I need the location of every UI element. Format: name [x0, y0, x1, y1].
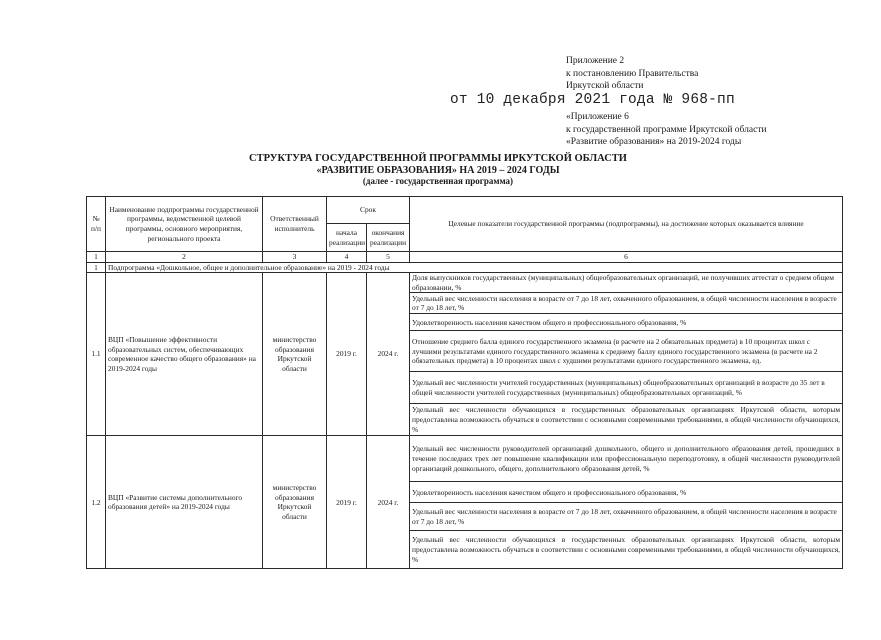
indicator-cell: Отношение среднего балла единого государственного экзамена (в расчете на 2 обязательных предмета) в 10 процентах школ с лучшими результатами единого государственного экзамена к среднему баллу единого государственного экзамена (в расчете на 2 обязательных предмета) в 10 процентах школ с худшими результатами единого государственного экзамена, ед. [410, 331, 843, 372]
header-name: Наименование подпрограммы государственной программы, ведомственной целевой программы, основного мероприятия, регионального проекта [106, 197, 263, 252]
table-row [87, 436, 843, 482]
column-number-row [87, 252, 843, 263]
program-structure-table [86, 196, 843, 569]
row-end: 2024 г. [367, 273, 410, 436]
subprogram-num: 1 [87, 262, 106, 273]
subprogram-title: Подпрограмма «Дошкольное, общее и дополнительное образование» на 2019 - 2024 годы [106, 262, 843, 273]
title-line-2: «РАЗВИТИЕ ОБРАЗОВАНИЯ» НА 2019 – 2024 ГОДЫ [316, 164, 560, 176]
appendix-6-line: к государственной программе Иркутской области [566, 124, 767, 135]
indicator-cell: Удельный вес численности обучающихся в государственных образовательных организациях Иркутской области, которым предоставлена возможность обучаться в соответствии с основными современными требованиями, в общей численности обучающихся, % [410, 404, 843, 436]
row-start: 2019 г. [327, 273, 367, 436]
header-end: окончания реализации [367, 224, 410, 252]
header-num: № п/п [87, 197, 106, 252]
indicator-cell: Удельный вес численности руководителей организаций дошкольного, общего и дополнительного образования детей, прошедших в течение последних трех лет повышение квалификации или профессиональную переподготовку, в общей численности руководителей организаций дошкольного, общего, дополнительного образования детей, % [410, 436, 843, 482]
col-number: 4 [327, 252, 367, 263]
row-executor: министерство образования Иркутской области [263, 436, 327, 569]
col-number: 5 [367, 252, 410, 263]
order-date-number: от 10 декабря 2021 года № 968-пп [450, 92, 735, 108]
indicator-cell: Удельный вес численности учителей государственных (муниципальных) общеобразовательных организаций в возрасте до 35 лет в общей численности учителей государственных (муниципальных) общеобразовательных организаций, % [410, 372, 843, 404]
header-term: Срок [327, 197, 410, 224]
appendix-6-line: «Приложение 6 [566, 112, 629, 122]
header-executor: Ответственный исполнитель [263, 197, 327, 252]
indicator-cell: Удельный вес численности населения в возрасте от 7 до 18 лет, охваченного образованием, в общей численности населения в возрасте от 7 до 18 лет, % [410, 293, 843, 314]
row-num: 1.2 [87, 436, 106, 569]
col-number: 3 [263, 252, 327, 263]
appendix-2-line: Иркутской области [566, 81, 644, 91]
appendix-6-line: «Развитие образования» на 2019-2024 годы [566, 137, 742, 147]
indicator-cell: Удовлетворенность населения качеством общего и профессионального образования, % [410, 482, 843, 503]
table-header-row [87, 197, 843, 224]
row-executor: министерство образования Иркутской области [263, 273, 327, 436]
col-number: 2 [106, 252, 263, 263]
appendix-2-line: к постановлению Правительства [566, 68, 699, 79]
row-end: 2024 г. [367, 436, 410, 569]
indicator-cell: Удельный вес численности обучающихся в государственных образовательных организациях Иркутской области, которым предоставлена возможность обучаться в соответствии с основными современными требованиями, в общей численности обучающихся, % [410, 531, 843, 569]
table-row [87, 273, 843, 293]
col-number: 6 [410, 252, 843, 263]
appendix-2-header [566, 55, 698, 93]
indicator-cell: Удельный вес численности населения в возрасте от 7 до 18 лет, охваченного образованием, в общей численности населения в возрасте от 7 до 18 лет, % [410, 503, 843, 531]
indicator-cell: Доля выпускников государственных (муниципальных) общеобразовательных организаций, не получивших аттестат о среднем общем образовании, % [410, 273, 843, 293]
subprogram-row [87, 262, 843, 273]
header-start: начала реализации [327, 224, 367, 252]
appendix-2-line: Приложение 2 [566, 56, 625, 66]
row-name: ВЦП «Повышение эффективности образовательных систем, обеспечивающих современное качество общего образования» на 2019-2024 годы [106, 273, 263, 436]
indicator-cell: Удовлетворенность населения качеством общего и профессионального образования, % [410, 314, 843, 331]
col-number: 1 [87, 252, 106, 263]
row-start: 2019 г. [327, 436, 367, 569]
title-line-1: СТРУКТУРА ГОСУДАРСТВЕННОЙ ПРОГРАММЫ ИРКУТСКОЙ ОБЛАСТИ [249, 153, 627, 164]
title-line-3: (далее - государственная программа) [362, 176, 514, 186]
row-name: ВЦП «Развитие системы дополнительного образования детей» на 2019-2024 годы [106, 436, 263, 569]
row-num: 1.1 [87, 273, 106, 436]
appendix-6-header [566, 111, 767, 149]
header-indicators: Целевые показатели государственной программы (подпрограммы), на достижение которых оказывается влияние [410, 197, 843, 252]
document-title [0, 153, 881, 188]
